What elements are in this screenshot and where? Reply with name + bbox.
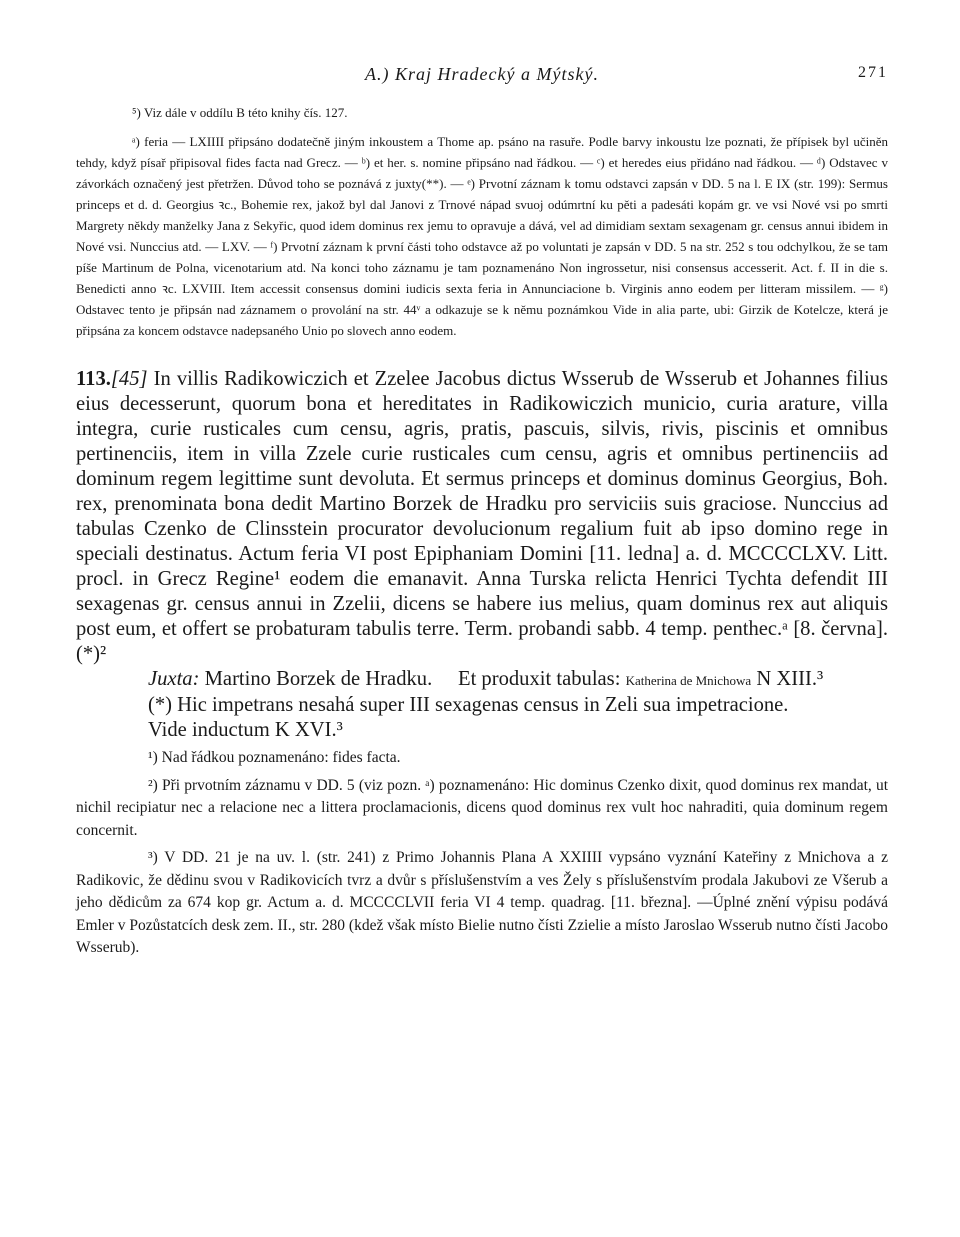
- footnotes-previous-entry: [76, 102, 888, 341]
- footnote-3: ³) V DD. 21 je na uv. l. (str. 241) z Primo Johannis Plana A XXIIII vypsáno vyznání Kateřiny z Mnichova a z Radikovic, že dědinu svou v Radikovicích tvrz a dvůr s příslušenstvím a ves Žely s příslušenstvím prodala Jakubovi ze Všerub a jeho dědicům za 674 kop gr. Actum a. d. MCCCCLVII feria VI 4 temp. quadrag. [11. března]. —Úplné znění výpisu podává Emler v Pozůstatcích desk zem. II., str. 280 (kdež však místo Bielie nutno čísti Zzielie a místo Jaroslao Wsserub nutno čísti Jacobo Wsserub).: [76, 849, 889, 956]
- footnote-1: ¹) Nad řádkou poznamenáno: fides facta.: [148, 749, 401, 766]
- produxit-text: Et produxit tabulas:: [457, 668, 621, 690]
- entry-body: In villis Radikowiczich et Zzelee Jacobus dictus Wsserub de Wsserub et Johannes filius eius decesserunt, quorum bona et hereditates in Radikowiczich municio, curia arature, villa integra, curie rusticales cum censu, agris, pratis, pascuis, silvis, rivis, piscinis et omnibus pertinenciis, item in villa Zzele curie rusticales cum censu, agris et omnibus pertinenciis ad dominum regem legittime sunt devoluta. Et sermus princeps et dominus dominus Georgius, Boh. rex, prenominata bona dedit Martino Borzek de Hradku pro serviciis suis graciose. Nunccius ad tabulas Czenko de Clinsstein procurator devolucionum regalium fuit ab ipso domino rege in speciali destinatus. Actum feria VI post Epiphaniam Domini [11. ledna] a. d. MCCCCLXV. Litt. procl. in Grecz Regine¹ eodem die emanavit. Anna Turska relicta Henrici Tychta defendit III sexagenas gr. census annui in Zzelii, dicens se habere ius melius, quam dominus rex aut aliquis post eum, et offert se probaturam tabulis terre. Term. probandi sabb. 4 temp. penthec.ᵃ [8. června].(*)²: [76, 368, 888, 665]
- page-header: [76, 58, 888, 92]
- star-note: (*) Hic impetrans nesahá super III sexagenas census in Zeli sua impetracione.: [148, 694, 789, 716]
- juxta-line: [76, 667, 888, 693]
- entry-number: 113.: [76, 368, 111, 390]
- juxta-label: Juxta:: [148, 668, 200, 690]
- running-title: A.) Kraj Hradecký a Mýtský.: [365, 64, 599, 84]
- footnote-5: ⁵) Viz dále v oddílu B této knihy čís. 127.: [132, 105, 348, 120]
- katherina-text: Katherina de Mnichowa: [625, 673, 752, 688]
- footnote-2: ²) Při prvotním záznamu v DD. 5 (viz pozn. ᵃ) poznamenáno: Hic dominus Czenko dixit, quod dominus rex mandat, ut nichil recipiatur nec a relacione nec a littera proclamacionis, dicens quod dominus rex vult hoc nahraditi, quia dominum regem concernit.: [76, 776, 888, 839]
- vide-line: Vide inductum K XVI.³: [148, 719, 343, 741]
- footnotes-entry-113: [76, 747, 888, 960]
- entry-113: [76, 367, 888, 743]
- document-page: [76, 58, 888, 965]
- footnotes-a-to-g: ᵃ) feria — LXIIII připsáno dodatečně jiným inkoustem a Thome ap. psáno na rasuře. Podle barvy inkoustu lze poznati, že přípisek byl učiněn tehdy, když písař připisoval fides facta nad Grecz. — ᵇ) et her. s. nomine připsáno nad řádkou. — ᶜ) et heredes eius přidáno nad řádkou. — ᵈ) Odstavec v závorkách označený jest přetržen. Důvod toho se poznává z juxty(**). — ᵉ) Prvotní záznam k tomu odstavci zapsán v DD. 5 na l. E IX (str. 199): Sermus princeps et d. d. Georgius ꝛc., Bohemie rex, jakož byl dal Janovi z Trnové nápad svuoj odúmrtní ku pěti a padesáti kopám gr. ve vsi Nové vsi po smrti Margrety někdy manželky Jana z Sekyřic, quod idem dominus rex jemu to opravuje a dává, vel ad dimidiam sextam sexagenam gr. census annui ibidem in Nové vsi. Nunccius atd. — LXV. — ᶠ) Prvotní záznam k první části toho odstavce až po voluntati je zapsán v DD. 5 na str. 252 s tou odchylkou, že se tam píše Martinum de Polna, vicenotarium atd. Na konci toho záznamu je tam poznamenáno Non ingrossetur, nisi consensus accesserit. Act. f. II in die s. Benedicti anno ꝛc. LXVIII. Item accessit consensus domini iudicis sexta feria in Annunciacione b. Virginis anno eodem per litteram missilem. — ᵍ) Odstavec tento je připsán nad záznamem o provolání na str. 44ᵛ a odkazuje se k němu poznámkou Vide in alia parte, ubi: Girzik de Kotelcze, která je připsána za koncem odstavce nadepsaného Unio po slovech anno eodem.: [76, 134, 888, 338]
- n-xiii-text: N XIII.³: [756, 668, 824, 690]
- juxta-text: Martino Borzek de Hradku.: [204, 668, 433, 690]
- entry-paragraph: [76, 367, 888, 667]
- page-number: 271: [858, 64, 888, 81]
- entry-ref: [45]: [110, 368, 148, 390]
